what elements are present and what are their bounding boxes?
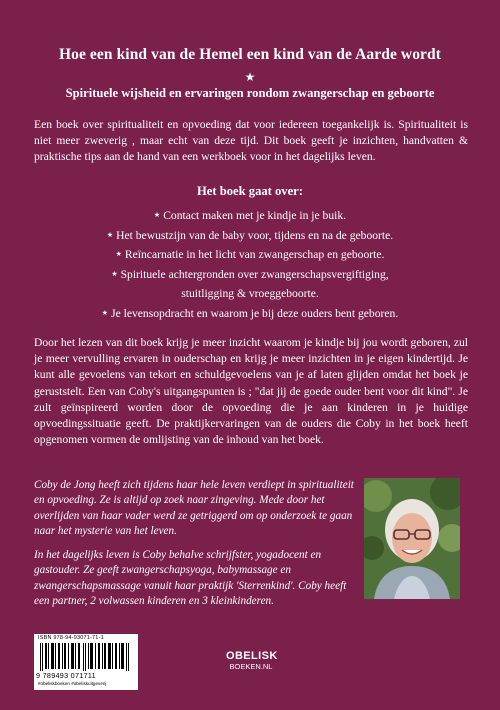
- topic-text: Contact maken met je kindje in je buik.: [163, 209, 347, 222]
- topic-item: [0, 304, 500, 324]
- author-bio-paragraph: Coby de Jong heeft zich tijdens haar hele leven verdiept in spiritualiteit en opvoeding. Ze is altijd op zoek naar zingeving. Mede door het overlijden van haar vader werd ze getriggerd om op onderzoek te gaan naar het mysterie van het leven.: [34, 479, 354, 538]
- author-photo: [364, 478, 460, 599]
- topic-item: [0, 265, 500, 285]
- isbn-label: ISBN 978-94-93071-71-1: [38, 635, 104, 641]
- topic-text: Je levensopdracht en waarom je bij deze ouders bent geboren.: [111, 306, 399, 320]
- star-bullet-icon: ★: [111, 269, 118, 278]
- publisher-site: BOEKEN.NL: [229, 662, 273, 671]
- topic-item: [0, 226, 500, 246]
- intro-paragraph: Een boek over spiritualiteit en opvoeding dat voor iedereen toegankelijk is. Spiritualiteit is niet meer zweverig , maar echt van deze tijd. Dit boek geeft je inzichten, handvatten & praktische tips aan de hand van een werkboek voor in het dagelijks leven.: [34, 118, 468, 164]
- body-paragraph: Door het lezen van dit boek krijg je meer inzicht waarom je kindje bij jou wordt geboren, zul je meer vervulling ervaren in ouderschap en krijg je meer inzichten in je eigen kindertijd. Je kunt alle gevoelens van tekort en schuldgevoelens van je af laten glijden omdat het boek je geruststelt. Een van Coby's uitgangspunten is ; "dat jij de goede ouder bent voor dit kind". Je zult geïnspireerd worden door de opvoeding die je aan kinderen in je huidige opvoedingssituatie geeft. De praktijkervaringen van de ouders die Coby in het boek heeft opgenomen vormen de omlijsting van de inhoud van het boek.: [34, 336, 468, 447]
- star-bullet-icon: ★: [115, 250, 122, 259]
- book-title: Hoe een kind van de Hemel een kind van de Aarde wordt: [58, 46, 442, 63]
- book-subtitle: Spirituele wijsheid en ervaringen rondom zwangerschap en geboorte: [65, 86, 435, 100]
- barcode-digits: 9 789493 071711: [36, 671, 96, 680]
- topic-text: Reïncarnatie in het licht van zwangerschap en geboorte.: [124, 248, 385, 262]
- author-bio-paragraph-2: In het dagelijks leven is Coby behalve schrijfster, yogadocent en gastouder. Ze geeft zwangerschapsyoga, babymassage en zwangerschapsmassage vanuit haar praktijk 'Sterrenkind'. Coby heeft een partner, 2 volwassen kinderen en 3 kleinkinderen.: [34, 549, 347, 608]
- topic-text: Het bewustzijn van de baby voor, tijdens en na de geboorte.: [116, 228, 394, 242]
- barcode-bars-icon: [38, 643, 134, 671]
- star-separator-icon: ★: [244, 70, 256, 84]
- isbn-barcode: [34, 634, 138, 690]
- topic-text: stuitligging & vroeggeboorte.: [181, 287, 319, 301]
- topic-text: Spirituele achtergronden over zwangerschapsvergiftiging,: [120, 267, 389, 281]
- topics-list: [0, 206, 500, 324]
- star-bullet-icon: ★: [101, 308, 109, 317]
- publisher-name: OBELISK: [226, 650, 278, 662]
- topics-heading: Het boek gaat over:: [197, 184, 303, 198]
- topic-item-continued: [0, 284, 500, 304]
- star-bullet-icon: ★: [106, 230, 114, 239]
- publisher-logo: [226, 650, 276, 671]
- topic-item: [0, 245, 500, 265]
- publisher-hashtags: #obeliskboeken #obeliskuitgeverij: [38, 681, 107, 686]
- star-bullet-icon: ★: [153, 211, 161, 219]
- topic-item: [0, 206, 500, 226]
